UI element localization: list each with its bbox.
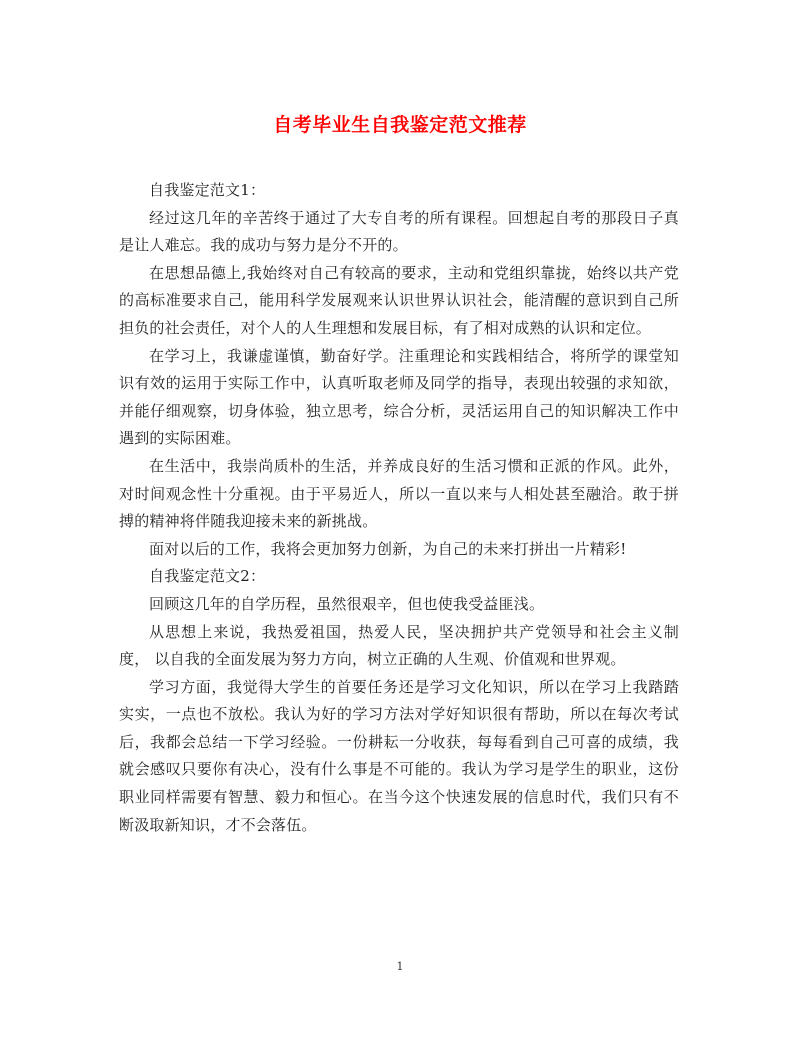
paragraph: 在生活中，我崇尚质朴的生活，并养成良好的生活习惯和正派的作风。此外，对时间观念性十分重视。由于平易近人，所以一直以来与人相处甚至融洽。敢于拼搏的精神将伴随我迎接未来的新挑战。	[119, 456, 679, 531]
paragraph: 在学习上，我谦虚谨慎，勤奋好学。注重理论和实践相结合，将所学的课堂知识有效的运用于实际工作中，认真听取老师及同学的指导，表现出较强的求知欲，并能仔细观察，切身体验，独立思考，综合分析，灵活运用自己的知识解决工作中遇到的实际困难。	[119, 346, 679, 448]
document-body	[119, 177, 679, 839]
paragraph: 在思想品德上,我始终对自己有较高的要求，主动和党组织靠拢，始终以共产党的高标准要求自己，能用科学发展观来认识世界认识社会，能清醒的意识到自己所担负的社会责任，对个人的人生理想和发展目标，有了相对成熟的认识和定位。	[119, 263, 679, 337]
document-title: 自考毕业生自我鉴定范文推荐	[273, 114, 527, 136]
paragraph: 回顾这几年的自学历程，虽然很艰辛，但也使我受益匪浅。	[149, 594, 545, 613]
section-heading-2: 自我鉴定范文2：	[149, 567, 266, 586]
paragraph: 从思想上来说，我热爱祖国，热爱人民，坚决拥护共产党领导和社会主义制度， 以自我的全面发展为努力方向，树立正确的人生观、价值观和世界观。	[119, 622, 679, 669]
section-heading-1: 自我鉴定范文1：	[149, 181, 266, 199]
paragraph: 学习方面，我觉得大学生的首要任务还是学习文化知识，所以在学习上我踏踏实实，一点也不放松。我认为好的学习方法对学好知识很有帮助，所以在每次考试后，我都会总结一下学习经验。一份耕耘一分收获，每每看到自己可喜的成绩，我就会感叹只要你有决心，没有什么事是不可能的。我认为学习是学生的职业，这份职业同样需要有智慧、毅力和恒心。在当今这个快速发展的信息时代，我们只有不断汲取新知识，才不会落伍。	[119, 677, 679, 834]
paragraph: 面对以后的工作，我将会更加努力创新，为自己的未来打拼出一片精彩!	[149, 539, 627, 558]
paragraph: 经过这几年的辛苦终于通过了大专自考的所有课程。回想起自考的那段日子真是让人难忘。我的成功与努力是分不开的。	[119, 208, 679, 255]
page-number: 1	[396, 960, 404, 973]
